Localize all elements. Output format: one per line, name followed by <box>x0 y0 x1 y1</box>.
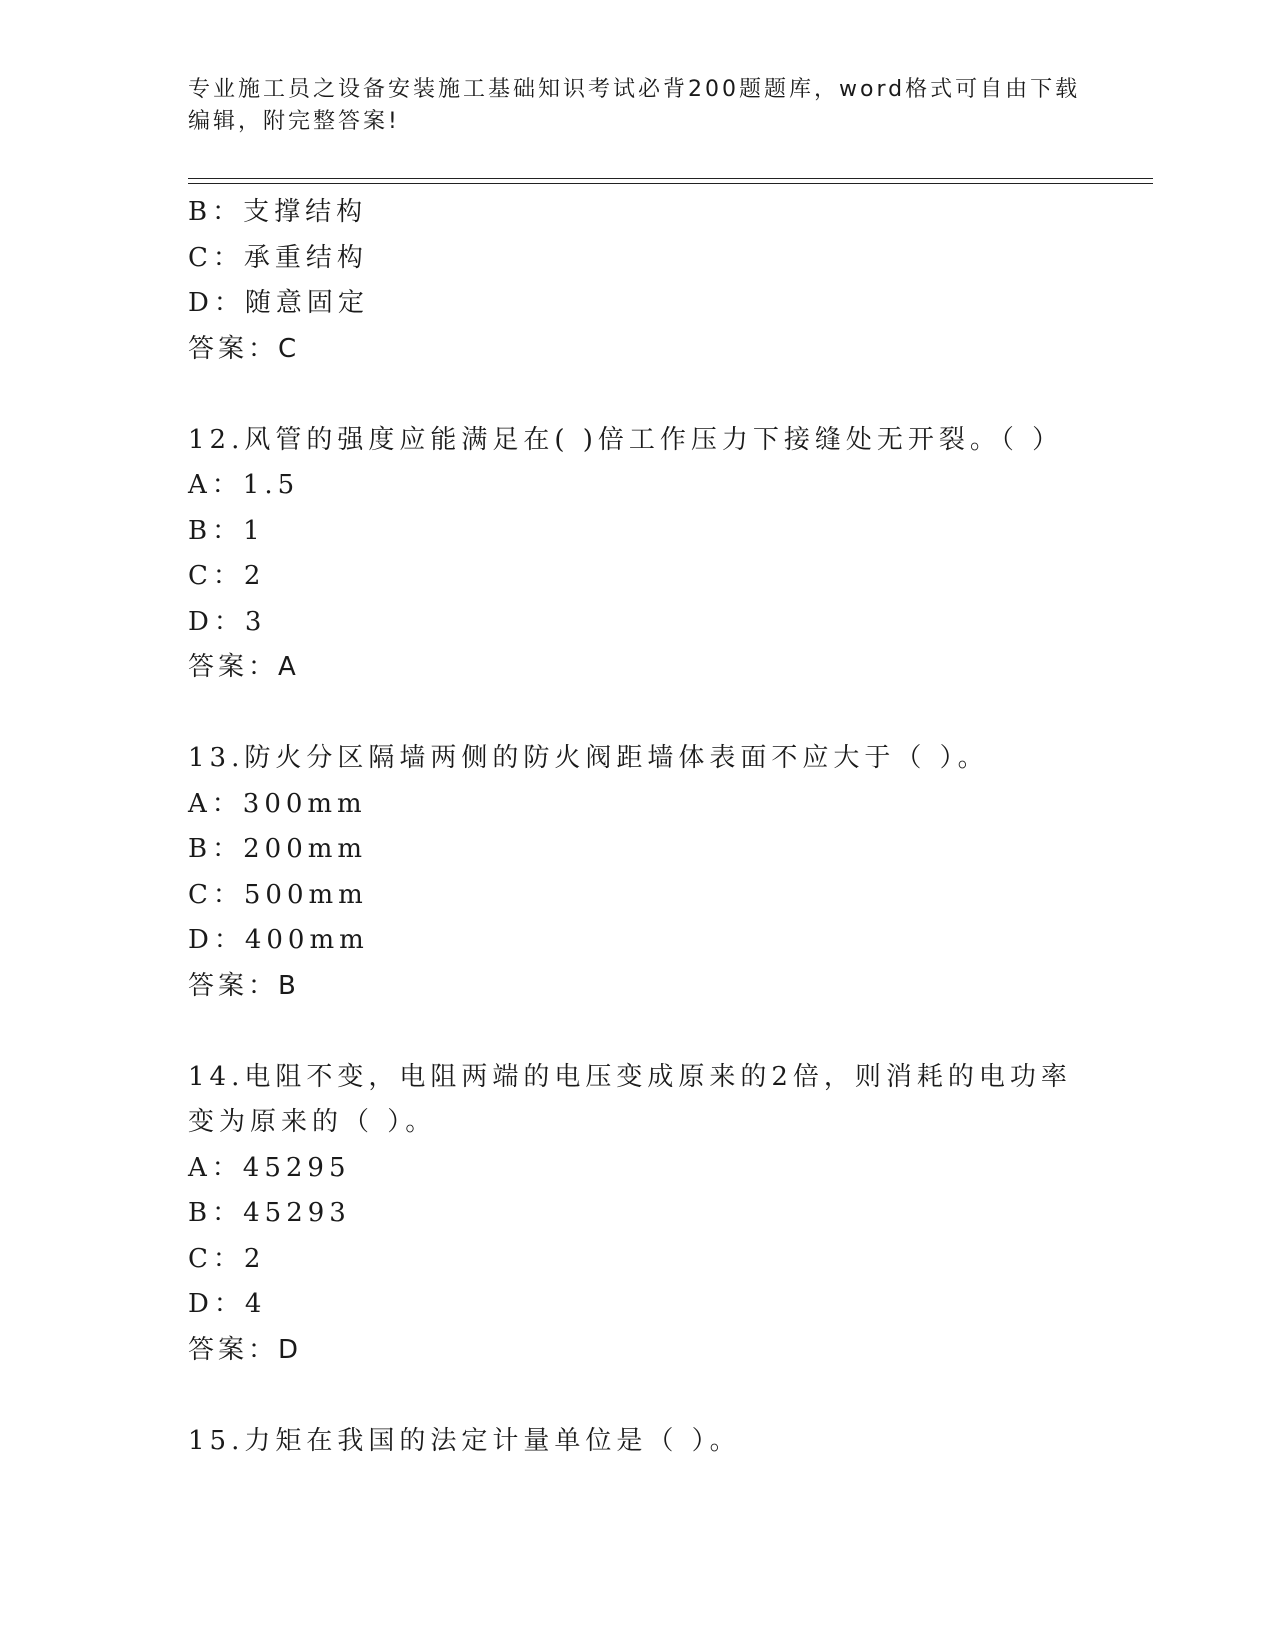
option-c: C：承重结构 <box>188 242 368 273</box>
question-spacer <box>188 691 1088 737</box>
question-spacer <box>188 372 1088 418</box>
option-d: D：随意固定 <box>188 288 369 318</box>
question-spacer <box>188 1009 1088 1055</box>
option-c: C：500mm <box>188 879 368 910</box>
question-spacer <box>188 1373 1088 1419</box>
question-block-13 <box>188 736 1088 1009</box>
question-text: 13.防火分区隔墙两侧的防火阀距墙体表面不应大于（ ）。 <box>188 743 989 773</box>
question-text: 12.风管的强度应能满足在( )倍工作压力下接缝处无开裂。（ ） <box>188 424 1064 455</box>
option-d: D：4 <box>188 1289 267 1319</box>
option-b: B：支撑结构 <box>188 197 368 227</box>
question-block-12 <box>188 418 1088 691</box>
question-list <box>188 190 1088 1464</box>
option-c: C：2 <box>188 1243 266 1274</box>
document-header-title: 专业施工员之设备安装施工基础知识考试必背200题题库，word格式可自由下载编辑，附完整答案! <box>188 77 1081 134</box>
option-a: A：1.5 <box>188 470 300 500</box>
option-d: D：3 <box>188 606 267 637</box>
answer-line: 答案：D <box>188 1334 303 1365</box>
option-b: B：200mm <box>188 834 368 864</box>
option-c: C：2 <box>188 561 266 591</box>
question-block-continued <box>188 190 1088 372</box>
option-b: B：1 <box>188 515 265 546</box>
option-d: D：400mm <box>188 925 369 955</box>
option-a: A：45295 <box>188 1152 351 1183</box>
option-a: A：300mm <box>188 788 367 819</box>
answer-line: 答案：B <box>188 970 300 1001</box>
answer-line: 答案：C <box>188 333 301 364</box>
header-divider-bottom <box>188 183 1153 184</box>
question-text: 15.力矩在我国的法定计量单位是（ ）。 <box>188 1425 741 1456</box>
question-text: 14.电阻不变，电阻两端的电压变成原来的2倍，则消耗的电功率变为原来的（ ）。 <box>188 1061 1072 1137</box>
header-divider-top <box>188 178 1153 179</box>
question-block-15 <box>188 1419 1088 1465</box>
question-block-14 <box>188 1055 1088 1374</box>
option-b: B：45293 <box>188 1198 351 1228</box>
answer-line: 答案：A <box>188 652 300 682</box>
